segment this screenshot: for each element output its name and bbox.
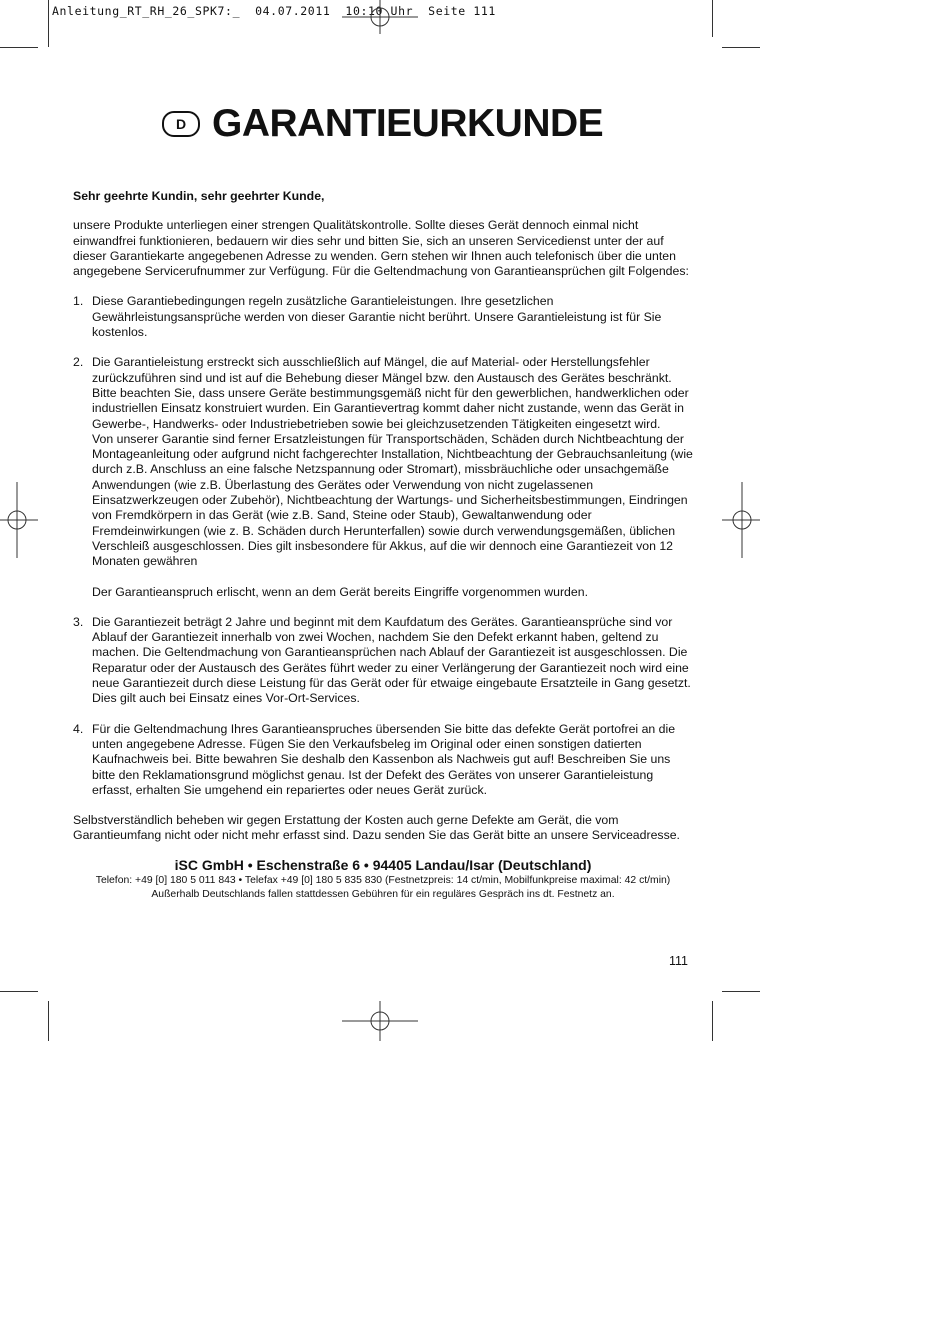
registration-mark-icon <box>342 1001 418 1041</box>
page-number: 111 <box>669 954 689 968</box>
crop-mark <box>0 47 38 48</box>
language-badge: D <box>162 111 200 137</box>
print-slug-line: Anleitung_RT_RH_26_SPK7:_ 04.07.2011 10:10 Uhr Seite 111 <box>52 4 496 18</box>
crop-mark <box>722 991 760 992</box>
crop-mark <box>0 991 38 992</box>
abroad-fee-note: Außerhalb Deutschlands fallen stattdessen Gebühren für ein reguläres Gespräch ins dt. Festnetz an. <box>151 888 615 900</box>
list-paragraph: Der Garantieanspruch erlischt, wenn an dem Gerät bereits Eingriffe vorgenommen wurden. <box>92 584 588 599</box>
list-paragraph: Diese Garantiebedingungen regeln zusätzliche Garantieleistungen. Ihre gesetzlichen Gewährleistungsansprüche werden von dieser Garantie nicht berührt. Unsere Garantieleistung ist für Sie kostenlos. <box>92 294 662 340</box>
contact-phone-line: Telefon: +49 [0] 180 5 011 843 • Telefax +49 [0] 180 5 835 830 (Festnetzpreis: 14 ct/min, Mobilfunkpreise maximal: 42 ct/min) <box>95 874 671 886</box>
list-paragraph: Die Garantiezeit beträgt 2 Jahre und beginnt mit dem Kaufdatum des Gerätes. Garantieansprüche sind vor Ablauf der Garantiezeit innerhalb von zwei Wochen, nachdem Sie den Defekt erkannt haben, geltend zu machen. Die Geltendmachung von Garantieansprüchen nach Ablauf der Garantiezeit ist ausgeschlossen. Die Reparatur oder der Austausch des Gerätes führt weder zu einer Verlängerung der Garantiezeit noch wird eine neue Garantiezeit durch diese Leistung für das Gerät oder für etwaige eingebaute Ersatzteile in Gang gesetzt. Dies gilt auch bei Einsatz eines Vor-Ort-Services. <box>92 614 691 706</box>
list-paragraph: Die Garantieleistung erstreckt sich ausschließlich auf Mängel, die auf Material- oder Herstellungsfehler zurückzuführen sind und ist auf die Behebung dieser Mängel bzw. den Austausch des Gerätes beschränkt. Bitte beachten Sie, dass unsere Geräte bestimmungsgemäß nicht für den gewerblichen, handwerklichen oder industriellen Einsatz konstruiert wurden. Ein Garantievertrag kommt daher nicht zustande, wenn das Gerät in Gewerbe-, Handwerks- oder Industriebetrieben sowie bei gleichzusetzenden Tätigkeiten eingesetzt wird. <box>92 355 689 431</box>
page-title: GARANTIEURKUNDE <box>212 102 604 145</box>
crop-mark <box>48 1001 49 1041</box>
list-number: 1. <box>73 294 84 309</box>
closing-paragraph: Selbstverständlich beheben wir gegen Erstattung der Kosten auch gerne Defekte am Gerät, die vom Garantieumfang nicht oder nicht mehr erfasst sind. Dazu senden Sie das Gerät bitte an unsere Serviceadresse. <box>73 813 680 843</box>
document-body <box>73 189 693 902</box>
list-item <box>73 722 693 798</box>
list-item <box>73 294 693 340</box>
list-paragraph: Von unserer Garantie sind ferner Ersatzleistungen für Transportschäden, Schäden durch Nichtbeachtung der Montageanleitung oder aufgrund nicht fachgerechter Installation, Nichtbeachtung der Gebrauchsanleitung (wie durch z.B. Anschluss an eine falsche Netzspannung oder Stromart), missbräuchliche oder unsachgemäße Anwendungen (wie z.B. Überlastung des Gerätes oder Verwendung von nicht zugelassenen Einsatzwerkzeugen oder Zubehör), Nichtbeachtung der Wartungs- und Sicherheitsbestimmungen, Eindringen von Fremdkörpern in das Gerät (wie z.B. Sand, Steine oder Staub), Gewaltanwendung oder Fremdeinwirkungen (wie z. B. Schäden durch Herunterfallen) sowie durch verwendungsgemäßen, üblichen Verschleiß ausgeschlossen. Dies gilt insbesondere für Akkus, auf die wir dennoch eine Garantiezeit von 12 Monaten gewähren <box>92 431 693 569</box>
company-address: iSC GmbH • Eschenstraße 6 • 94405 Landau/Isar (Deutschland) <box>174 856 592 873</box>
list-item <box>73 355 693 599</box>
list-paragraph: Für die Geltendmachung Ihres Garantieanspruches übersenden Sie bitte das defekte Gerät portofrei an die unten angegebene Adresse. Fügen Sie den Verkaufsbeleg im Original oder einen sonstigen datierten Kaufnachweis bei. Bitte bewahren Sie deshalb den Kassenbon als Nachweis gut auf! Beschreiben Sie uns bitte den Reklamationsgrund möglichst genau. Ist der Defekt des Gerätes von unserer Garantieleistung erfasst, erhalten Sie umgehend ein repariertes oder neues Gerät zurück. <box>92 721 676 797</box>
list-item <box>73 615 693 707</box>
list-number: 2. <box>73 355 84 370</box>
page-header <box>162 100 603 148</box>
intro-paragraph: unsere Produkte unterliegen einer strengen Qualitätskontrolle. Sollte dieses Gerät dennoch einmal nicht einwandfrei funktionieren, bedauern wir dies sehr und bitten Sie, sich an unseren Servicedienst unter der auf dieser Garantiekarte angegebenen Adresse zu wenden. Gern stehen wir Ihnen auch telefonisch über die unten angegebene Servicerufnummer zur Verfügung. Für die Geltendmachung von Garantieansprüchen gilt Folgendes: <box>73 218 689 279</box>
registration-mark-icon <box>0 482 38 558</box>
registration-mark-icon <box>722 482 760 558</box>
crop-mark <box>712 1001 713 1041</box>
list-number: 3. <box>73 614 84 629</box>
crop-mark <box>48 0 49 47</box>
registration-mark-icon <box>342 0 418 34</box>
crop-mark <box>722 47 760 48</box>
list-number: 4. <box>73 721 84 736</box>
crop-mark <box>712 0 713 37</box>
salutation: Sehr geehrte Kundin, sehr geehrter Kunde, <box>73 189 325 203</box>
